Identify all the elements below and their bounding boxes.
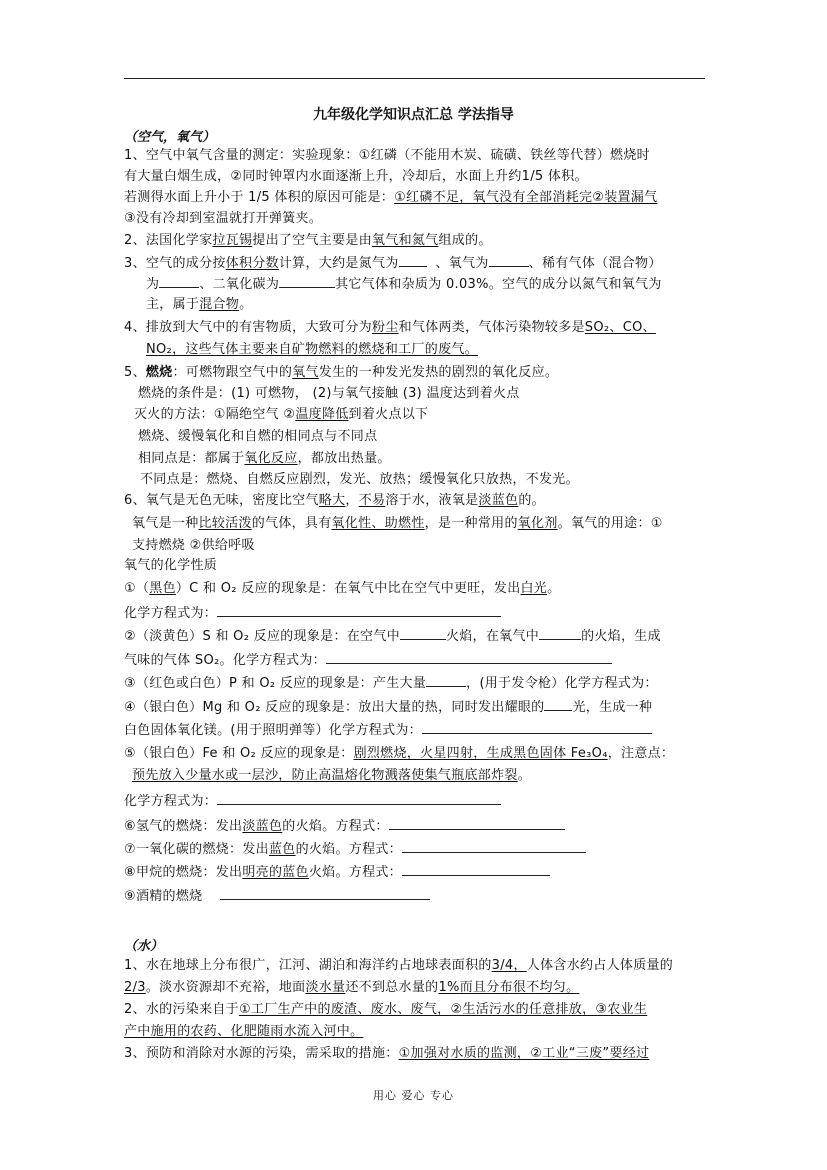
text-segment: 的气体，具有 xyxy=(251,516,332,531)
text-segment: ⑧甲烷的燃烧：发出 xyxy=(124,865,243,880)
text-segment: ， xyxy=(345,493,359,508)
underlined-answer: 蓝色 xyxy=(268,842,296,857)
fill-blank xyxy=(220,887,430,900)
underlined-answer: 混合物 xyxy=(199,297,240,312)
water-item-1-line-1 xyxy=(124,957,716,975)
fill-blank xyxy=(279,275,335,288)
water-item-2-line-2 xyxy=(124,1023,716,1041)
equation-line-carbon xyxy=(124,604,716,623)
text-segment: 化学方程式为： xyxy=(124,794,218,809)
text-segment: ，注意点： xyxy=(607,746,675,761)
fill-blank xyxy=(489,254,529,267)
text-segment: 溶于水，液氧是 xyxy=(385,493,479,508)
reaction-hydrogen xyxy=(124,817,716,836)
item-3-line-3 xyxy=(146,296,738,314)
text-segment: ，都放出热量。 xyxy=(297,451,391,466)
text-segment: 、氧气为 xyxy=(435,256,489,271)
text-segment: ，(用于发令枪）化学方程式为： xyxy=(466,676,658,691)
fill-blank xyxy=(402,863,550,876)
fill-blank xyxy=(399,254,427,267)
underlined-answer: NO₂，这些气体主要来自矿物燃料的燃烧和工厂的废气。 xyxy=(146,342,478,357)
text-segment: 。淡水资源却不充裕，地面 xyxy=(145,980,306,995)
fill-blank xyxy=(539,627,581,640)
text-segment: ②（淡黄色）S 和 O₂ 反应的现象是：在空气中 xyxy=(124,629,400,644)
text-segment: 计算，大约是氮气为 xyxy=(278,256,399,271)
item-1-line-3 xyxy=(124,189,716,207)
item-4-line-2 xyxy=(146,341,738,359)
underlined-answer: 剧烈燃烧，火星四射，生成黑色固体 Fe₃O₄ xyxy=(353,746,608,761)
item-1-line-4: ③没有冷却到室温就打开弹簧夹。 xyxy=(124,211,323,226)
water-item-2-line-1 xyxy=(124,1001,716,1019)
underlined-answer: 不易 xyxy=(358,493,386,508)
item-6-line-2 xyxy=(132,515,724,533)
text-segment: 还不到总水量的 xyxy=(345,980,439,995)
underlined-answer: 黑色 xyxy=(149,581,176,596)
underlined-answer: 2/3 xyxy=(124,980,146,995)
text-segment: 灭火的方法：①隔绝空气 ② xyxy=(134,407,296,422)
text-segment: 人体含水约占人体质量的 xyxy=(526,958,674,973)
reaction-carbon xyxy=(124,580,716,598)
item-3-line-2 xyxy=(146,275,738,294)
underlined-answer: 淡蓝色 xyxy=(242,819,283,834)
text-segment: 2、法国化学家 xyxy=(124,233,213,248)
text-segment: ④（银白色）Mg 和 O₂ 反应的现象是：放出大量的热，同时发出耀眼的 xyxy=(124,700,545,715)
text-segment: 。 xyxy=(547,581,561,596)
text-segment: ）C 和 O₂ 反应的现象是：在氧气中比在空气中更旺，发出 xyxy=(175,581,521,596)
item-6-line-3: 支持燃烧 ②供给呼吸 xyxy=(132,538,255,553)
fill-blank xyxy=(326,651,612,664)
underlined-answer: ①加强对水质的监测，②工业“三废”要经过 xyxy=(398,1046,650,1061)
underlined-answer: 明亮的蓝色 xyxy=(242,865,309,880)
text-segment: ⑨酒精的燃烧 xyxy=(124,889,203,904)
underlined-answer: 温度降低 xyxy=(295,407,349,422)
underlined-answer: 氧化反应 xyxy=(244,451,298,466)
underlined-answer: 淡水量 xyxy=(305,980,346,995)
text-segment: 的。 xyxy=(518,493,545,508)
reaction-iron-line-2 xyxy=(132,767,724,785)
text-segment: 为 xyxy=(146,277,160,292)
header-rule xyxy=(124,78,705,79)
underlined-answer: 粉尘 xyxy=(371,320,399,335)
text-segment: ，是一种常用的 xyxy=(424,516,518,531)
text-segment: 。氧气的用途：① xyxy=(557,516,663,531)
underlined-answer: 氧化剂 xyxy=(517,516,558,531)
text-segment: 若测得水面上升小于 1/5 体积的原因可能是： xyxy=(124,190,395,205)
text-segment: 。 xyxy=(239,297,253,312)
underlined-answer: 白光 xyxy=(520,581,548,596)
reaction-carbon-monoxide xyxy=(124,840,716,859)
item-2-line xyxy=(124,232,716,250)
text-segment: ：可燃物跟空气中的 xyxy=(172,365,293,380)
text-segment: 的火焰，生成 xyxy=(581,629,661,644)
underlined-answer: 产中施用的农药、化肥随雨水流入河中。 xyxy=(124,1024,364,1039)
item-5-line-4: 燃烧、缓慢氧化和自燃的相同点与不同点 xyxy=(138,429,378,444)
text-segment: 的火焰。方程式： xyxy=(295,842,402,857)
text-segment: 4、排放到大气中的有害物质，大致可分为 xyxy=(124,320,372,335)
fill-blank xyxy=(402,840,586,853)
text-segment: 6、氧气是无色无味，密度比空气 xyxy=(124,493,319,508)
section-heading-air: （空气，氧气） xyxy=(124,130,216,145)
fill-blank xyxy=(217,792,501,805)
reaction-sulfur-line-1 xyxy=(124,627,716,646)
underlined-answer: 略大 xyxy=(318,493,346,508)
text-segment: ⑥氢气的燃烧：发出 xyxy=(124,819,243,834)
text-segment: 3、预防和消除对水源的污染，需采取的措施： xyxy=(124,1046,399,1061)
item-3-line-1 xyxy=(124,254,716,273)
text-segment: 白色固体氧化镁。(用于照明弹等）化学方程式为： xyxy=(124,723,422,738)
chemical-properties-heading: 氧气的化学性质 xyxy=(124,558,218,573)
item-5-line-2: 燃烧的条件是：(1) 可燃物， (2)与氧气接触 (3) 温度达到着火点 xyxy=(138,386,520,401)
fill-blank xyxy=(426,674,466,687)
underlined-answer: 预先放入少量水或一层沙，防止高温熔化物溅落使集气瓶底部炸裂 xyxy=(132,768,518,783)
text-segment: 组成的。 xyxy=(438,233,492,248)
text-segment: ①（ xyxy=(124,581,150,596)
underlined-answer: ①红磷不足，氧气没有全部消耗完②装置漏气 xyxy=(394,190,658,205)
text-segment: 5、 xyxy=(124,365,146,380)
underlined-answer: 比较活泼 xyxy=(198,516,252,531)
fill-blank xyxy=(544,698,572,711)
fill-blank xyxy=(389,817,565,830)
underlined-answer: 拉瓦锡 xyxy=(212,233,253,248)
fill-blank xyxy=(217,604,501,617)
item-5-line-1 xyxy=(124,364,716,382)
underlined-answer: 氧气和氮气 xyxy=(371,233,439,248)
underlined-answer: 而且分布很不均匀。 xyxy=(459,980,580,995)
text-segment: 3、空气的成分按 xyxy=(124,256,226,271)
underlined-answer: SO₂、CO、 xyxy=(584,320,656,335)
text-segment: 其它气体和杂质为 0.03%。空气的成分以氮气和氧气为 xyxy=(335,277,662,292)
item-1-line-1: 1、空气中氧气含量的测定：实验现象：①红磷（不能用木炭、硫磺、铁丝等代替）燃烧时 xyxy=(124,148,650,163)
text-segment: 主，属于 xyxy=(146,297,200,312)
text-segment: 2、水的污染来自于 xyxy=(124,1002,239,1017)
text-segment: 火焰，在氧气中 xyxy=(445,629,540,644)
text-segment: 提出了空气主要是由 xyxy=(252,233,372,248)
item-1-line-2: 有大量白烟生成，②同时钟罩内水面逐渐上升，冷却后，水面上升约1/5 体积。 xyxy=(124,169,588,184)
text-segment: 火焰。方程式： xyxy=(308,865,402,880)
text-segment: 气味的气体 SO₂。化学方程式为： xyxy=(124,653,326,668)
underlined-answer: 淡蓝色 xyxy=(478,493,519,508)
page-footer: 用心 爱心 专心 xyxy=(373,1089,454,1102)
text-segment: 相同点是：都属于 xyxy=(138,451,245,466)
text-segment: 化学方程式为： xyxy=(124,606,218,621)
text-segment: 和气体两类，气体污染物较多是 xyxy=(398,320,585,335)
water-item-3-line-1 xyxy=(124,1045,716,1063)
text-segment: 、二氧化碳为 xyxy=(199,277,280,292)
text-segment: 光，生成一种 xyxy=(572,700,653,715)
reaction-phosphorus xyxy=(124,674,716,693)
reaction-iron-line-1 xyxy=(124,745,716,763)
underlined-answer: 3/4， xyxy=(491,958,527,973)
fill-blank xyxy=(422,721,652,734)
text-segment: 发生的一种发光发热的剧烈的氧化反应。 xyxy=(318,365,559,380)
underlined-answer: 氧气 xyxy=(292,365,319,380)
text-segment: 1、水在地球上分布很广，江河、湖泊和海洋约占地球表面积的 xyxy=(124,958,492,973)
underlined-answer: 氧化性、助燃性 xyxy=(331,516,425,531)
equation-line-iron xyxy=(124,792,716,811)
text-segment: ⑤（银白色）Fe 和 O₂ 反应的现象是： xyxy=(124,746,354,761)
fill-blank xyxy=(400,627,446,640)
document-title: 九年级化学知识点汇总 学法指导 xyxy=(313,107,514,123)
text-segment: 氧气是一种 xyxy=(132,516,199,531)
underlined-answer: 体积分数 xyxy=(225,256,279,271)
text-segment: ⑦一氧化碳的燃烧：发出 xyxy=(124,842,269,857)
item-5-line-6: 不同点是：燃烧、自燃反应剧烈，发光、放热；缓慢氧化只放热，不发光。 xyxy=(140,472,579,487)
item-5-line-5 xyxy=(138,450,730,468)
bold-term: 燃烧 xyxy=(145,365,173,380)
reaction-alcohol xyxy=(124,887,716,906)
item-5-line-3 xyxy=(134,406,726,424)
reaction-sulfur-line-2 xyxy=(124,651,716,670)
reaction-magnesium-line-2 xyxy=(124,721,716,740)
underlined-answer: ①工厂生产中的废渣、废水、废气，②生活污水的任意排放，③农业生 xyxy=(238,1002,648,1017)
text-segment: 的火焰。方程式： xyxy=(282,819,389,834)
reaction-magnesium-line-1 xyxy=(124,698,716,717)
text-segment: 、稀有气体（混合物） xyxy=(528,256,662,271)
item-4-line-1 xyxy=(124,319,716,337)
reaction-methane xyxy=(124,863,716,882)
water-item-1-line-2 xyxy=(124,979,716,997)
fill-blank xyxy=(159,275,199,288)
text-segment: 。 xyxy=(517,768,532,783)
text-segment: ③（红色或白色）P 和 O₂ 反应的现象是：产生大量 xyxy=(124,676,427,691)
underlined-answer: 1% xyxy=(438,980,460,995)
section-heading-water: （水） xyxy=(124,939,164,954)
text-segment: 到着火点以下 xyxy=(348,407,429,422)
item-6-line-1 xyxy=(124,492,716,510)
